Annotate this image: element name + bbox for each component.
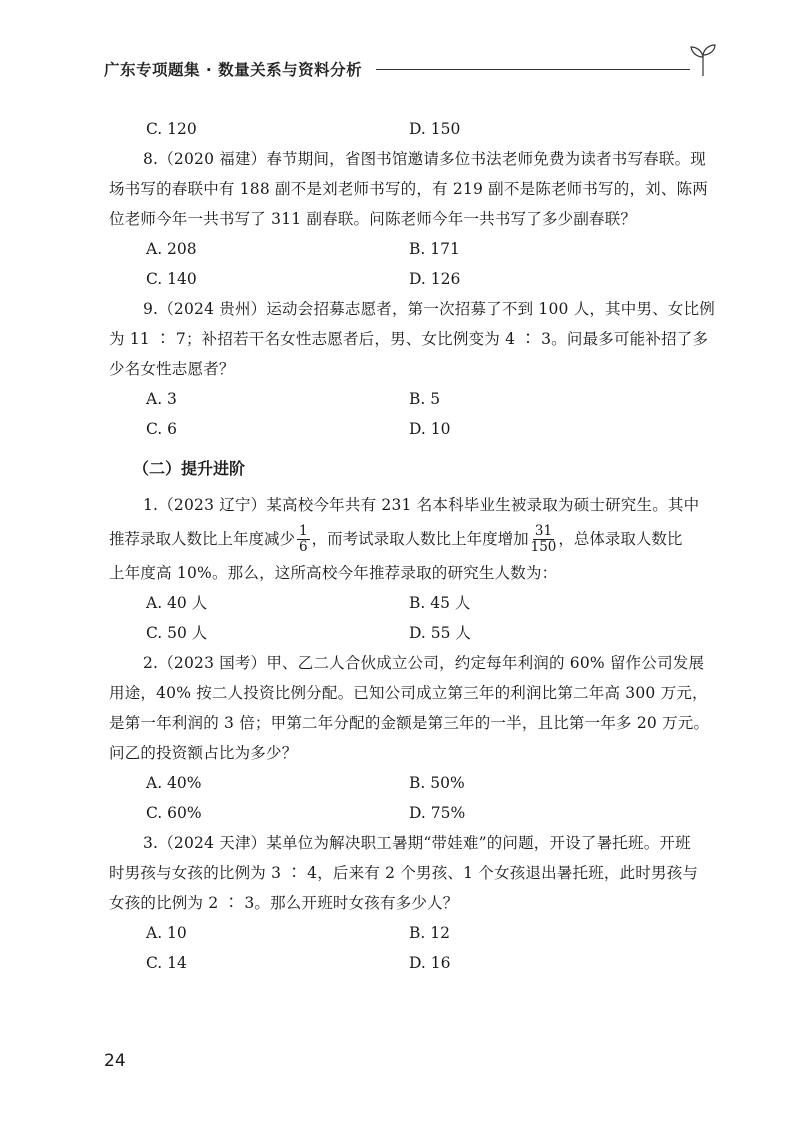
p2-option-c: C. 60% [146, 804, 202, 822]
advanced-question-2 [109, 648, 710, 828]
p3-option-d: D. 16 [409, 954, 451, 972]
p2-text-line: 是第一年利润的 3 倍；甲第二年分配的金额是第三年的一半，且比第一年多 20 万元。 [109, 714, 710, 732]
p3-text-line: 时男孩与女孩的比例为 3 ∶ 4，后来有 2 个男孩、1 个女孩退出暑托班，此时男孩与 [109, 864, 699, 882]
question-9 [109, 294, 716, 444]
page-content [109, 114, 716, 978]
q9-options-row-1 [146, 384, 666, 414]
q7-option-c: C. 120 [146, 120, 197, 138]
p3-option-c: C. 14 [146, 954, 187, 972]
q9-text-line: 为 11 ∶ 7；补招若干名女性志愿者后，男、女比例变为 4 ∶ 3。问最多可能补招了多 [109, 330, 709, 348]
p1-text-segment: ，总体录取人数比 [558, 530, 683, 548]
p1-options-row-2 [146, 618, 666, 648]
p2-text-line: 问乙的投资额占比为多少？ [109, 744, 298, 762]
p1-option-d: D. 55 人 [409, 624, 471, 642]
q7-option-d: D. 150 [409, 120, 461, 138]
q8-option-b: B. 171 [409, 240, 460, 258]
p1-option-a: A. 40 人 [146, 594, 208, 612]
p3-text-line: 3.（2024 天津）某单位为解决职工暑期“带娃难”的问题，开设了暑托班。开班 [143, 834, 691, 852]
question-8 [109, 144, 708, 294]
fraction-31-150 [531, 524, 557, 555]
p1-options-row-1 [146, 588, 666, 618]
q9-text-line: 9.（2024 贵州）运动会招募志愿者，第一次招募了不到 100 人，其中男、女比例 [143, 300, 716, 318]
p2-text-line: 用途，40% 按二人投资比例分配。已知公司成立第三年的利润比第二年高 300 万元， [109, 684, 708, 702]
p3-options-row-1 [146, 918, 666, 948]
q8-option-d: D. 126 [409, 270, 461, 288]
p2-option-a: A. 40% [146, 774, 202, 792]
p1-option-b: B. 45 人 [409, 594, 471, 612]
fraction-numerator: 31 [534, 522, 553, 539]
book-title: 广东专项题集 · 数量关系与资料分析 [104, 61, 363, 79]
p1-text-line-with-fractions [109, 520, 683, 558]
q8-text-line: 8.（2020 福建）春节期间，省图书馆邀请多位书法老师免费为读者书写春联。现 [143, 150, 706, 168]
fraction-one-sixth [297, 524, 310, 555]
sprout-icon [688, 43, 718, 77]
q8-options-row-1 [146, 234, 666, 264]
p2-option-b: B. 50% [409, 774, 465, 792]
q9-option-b: B. 5 [409, 390, 441, 408]
p1-option-c: C. 50 人 [146, 624, 208, 642]
fraction-denominator: 6 [299, 538, 308, 555]
q9-option-c: C. 6 [146, 420, 178, 438]
header-rule [376, 69, 690, 70]
p1-text-line: 上年度高 10%。那么，这所高校今年推荐录取的研究生人数为： [109, 564, 558, 582]
p2-option-d: D. 75% [409, 804, 466, 822]
q8-text-line: 场书写的春联中有 188 副不是刘老师书写的，有 219 副不是陈老师书写的，刘、陈两 [109, 180, 708, 198]
q9-option-d: D. 10 [409, 420, 451, 438]
q9-text-line: 少名女性志愿者？ [109, 360, 235, 378]
p3-option-b: B. 12 [409, 924, 450, 942]
section-heading: （二）提升进阶 [133, 459, 246, 478]
q8-text-line: 位老师今年一共书写了 311 副春联。问陈老师今年一共书写了多少副春联？ [109, 210, 637, 228]
page-number: 24 [104, 1051, 126, 1071]
q9-options-row-2 [146, 414, 666, 444]
fraction-numerator: 1 [299, 522, 308, 539]
advanced-question-1 [109, 490, 700, 648]
p1-text-segment: ，而考试录取人数比上年度增加 [311, 530, 529, 548]
q8-option-a: A. 208 [146, 240, 197, 258]
q8-option-c: C. 140 [146, 270, 197, 288]
p1-text-line: 1.（2023 辽宁）某高校今年共有 231 名本科毕业生被录取为硕士研究生。其中 [143, 496, 700, 514]
p3-text-line: 女孩的比例为 2 ∶ 3。那么开班时女孩有多少人？ [109, 894, 459, 912]
p2-text-line: 2.（2023 国考）甲、乙二人合伙成立公司，约定每年利润的 60% 留作公司发展 [143, 654, 705, 672]
fraction-denominator: 150 [530, 538, 557, 555]
q7-options-row-2 [146, 114, 666, 144]
q8-options-row-2 [146, 264, 666, 294]
p1-text-segment: 推荐录取人数比上年度减少 [109, 530, 296, 548]
p3-option-a: A. 10 [146, 924, 187, 942]
p2-options-row-1 [146, 768, 666, 798]
advanced-question-3 [109, 828, 699, 978]
p3-options-row-2 [146, 948, 666, 978]
q9-option-a: A. 3 [146, 390, 177, 408]
page-header [104, 55, 716, 85]
p2-options-row-2 [146, 798, 666, 828]
